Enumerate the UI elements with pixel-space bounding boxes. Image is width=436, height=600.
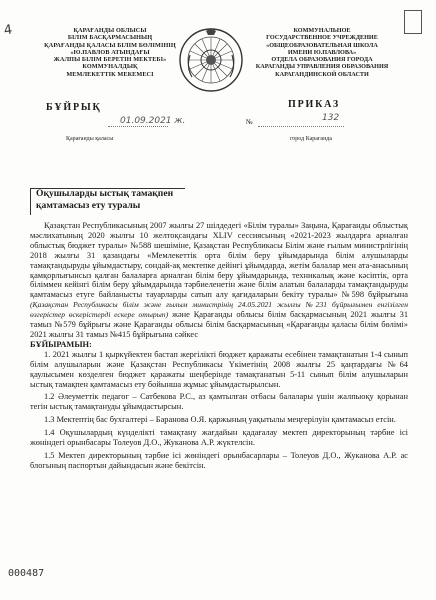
header-right-line: ГОСУДАРСТВЕННОЕ УЧРЕЖДЕНИЕ	[266, 34, 378, 42]
number-label: №	[246, 118, 253, 126]
header-right-line: КАРАГАНДИНСКОЙ ОБЛАСТИ	[275, 70, 369, 78]
title-line: қамтамасыз ету туралы	[36, 200, 141, 211]
preamble-paragraph	[30, 221, 408, 340]
header-left-line: МЕМЛЕКЕТТІК МЕКЕМЕСІ	[66, 70, 154, 78]
handwritten-stamp-number: 4	[2, 22, 14, 39]
header-right-line: ИМЕНИ Ю.ПАВЛОВА»	[287, 48, 357, 56]
order-item-1: 1. 2021 жылғы 1 қыркүйектен бастап жергілікті бюджет қаражаты есебінен тамақтанатын 1-4 сынып білім алушыларын және Қазақстан Республикасы Үкіметінің 2008 жылғы 25 қаңтардағы №64 қаулысымен көзделген бюджет қаражаты шеңберінде тамақтанатын 5-11 сынып білім алушыларын ыстық тамақпен қамтамасыз ету бойынша жұмыс ұйымдастырылсын.	[30, 349, 408, 389]
header-left-line: КОММУНАЛДЫҚ	[82, 63, 138, 71]
preamble-end-text: және Қарағанды облысы білім басқармасының 2021 жылғы 31 тамыз №579 бұйрығы және Қарағанды облысы білім басқармасының «Қарағанды қаласы білім бөлімі» 2021 жылғы 31 тамыз №415 бұйрығына сәйкес	[30, 310, 409, 339]
header-right-line: КАРАГАНДЫ УПРАВЛЕНИЯ ОБРАЗОВАНИЯ	[255, 63, 389, 71]
order-item-1-2: 1.2 Әлеуметтік педагог – Сатбекова Р.С., аз қамтылған отбасы балалары үшін жалпыоқу қорынан тегін ыстық тамақтануды ұйымдастырсын.	[30, 392, 408, 412]
date-line	[108, 126, 168, 127]
header-right-russian	[254, 27, 390, 78]
order-item-1-5: 1.5 Мектеп директорының тәрбие ісі жөніндегі орынбасарлары – Толеуов Д.О., Жуканова А.Р. ас блогының паспортын дайындасын және бекітсін.	[30, 450, 408, 470]
header-right-line: КОММУНАЛЬНОЕ	[293, 27, 351, 34]
document-body	[30, 221, 408, 471]
header-left-kazakh	[40, 27, 180, 78]
preamble-text: Қазақстан Республикасының 2007 жылғы 27 шілдедегі «Білім туралы» Заңына, Қарағанды облыстық мәслихатының 2020 жылғы 10 желтоқсандағы XLIV сессиясының «2021-2023 жылдарға арналған облыстық бюджет туралы» №588 шешіміне, Қазақстан Республикасы Білім және ғылым министрлігінің 2018 жылғы 31 қазандағы «Мемлекеттік орта білім беру ұйымдарында білім алушыларды тамақтандыруды ұйымдастыру, сондай-ақ мектепке дейінгі ұйымдарда, жетім балалар мен ата-анасының қамқорлығынсыз қалған балаларға арналған білім беру ұйымдарында, техникалық және кәсіптік, орта біліммен кейінгі білім беру ұйымдарында тәрбиеленетін және білім алатын балаларды тамақтандыруды қамтамасыз етуге байланысты тауарларды сатып алу қағидаларын бекіту туралы» №598 бұйрығына	[30, 221, 408, 300]
order-word: БҰЙЫРАМЫН:	[30, 339, 92, 349]
handwritten-order-number: 132	[322, 113, 340, 123]
header-left-line: БІЛІМ БАСҚАРМАСЫНЫҢ	[67, 34, 153, 42]
header-right-line: «ОБЩЕОБРАЗОВАТЕЛЬНАЯ ШКОЛА	[266, 41, 378, 49]
document-title	[36, 188, 173, 212]
preamble-italic-note: (Қазақстан Республикасы білім және ғылым министрінің 24.05.2021 жылғы №231 бұйрығымен енгізілген өзгерістер өскерістерді ескере отырып)	[30, 300, 408, 320]
header-left-line: ҚАРАҒАНДЫ ҚАЛАСЫ БІЛІМ БӨЛІМІНІҢ	[44, 41, 176, 49]
city-russian: город Караганда	[290, 136, 332, 142]
header-left-line: «Ю.ПАВЛОВ АТЫНДАҒЫ	[70, 48, 150, 56]
page-serial-number: 000487	[8, 568, 45, 579]
state-emblem-icon	[178, 27, 244, 93]
handwritten-date: 01.09.2021 ж.	[120, 116, 186, 126]
number-line	[258, 126, 344, 127]
header-right-line: ОТДЕЛА ОБРАЗОВАНИЯ ГОРОДА	[271, 56, 373, 64]
order-heading-kazakh: БҰЙРЫҚ	[46, 102, 102, 113]
header-left-line: ЖАЛПЫ БІЛІМ БЕРЕТІН МЕКТЕБІ»	[53, 56, 167, 64]
city-kazakh: Қарағанды қаласы	[66, 136, 114, 142]
order-item-1-4: 1.4 Оқушылардың күнделікті тамақтану жағдайын қадағалау мектеп директорының тәрбие ісі жөніндегі орынбасары Толеуов Д.О., Жуканова А.Р. жүктелсін.	[30, 428, 408, 448]
order-heading-russian: ПРИКАЗ	[288, 99, 340, 110]
header-left-line: ҚАРАҒАНДЫ ОБЛЫСЫ	[73, 27, 147, 34]
corner-mark	[404, 10, 422, 34]
title-line: Оқушыларды ыстық тамақпен	[36, 188, 174, 199]
order-item-1-3: 1.3 Мектептің бас бухгалтері – Баранова О.Я. қаржының уақытылы меңгерілуін қамтамасыз етсін.	[44, 415, 396, 425]
